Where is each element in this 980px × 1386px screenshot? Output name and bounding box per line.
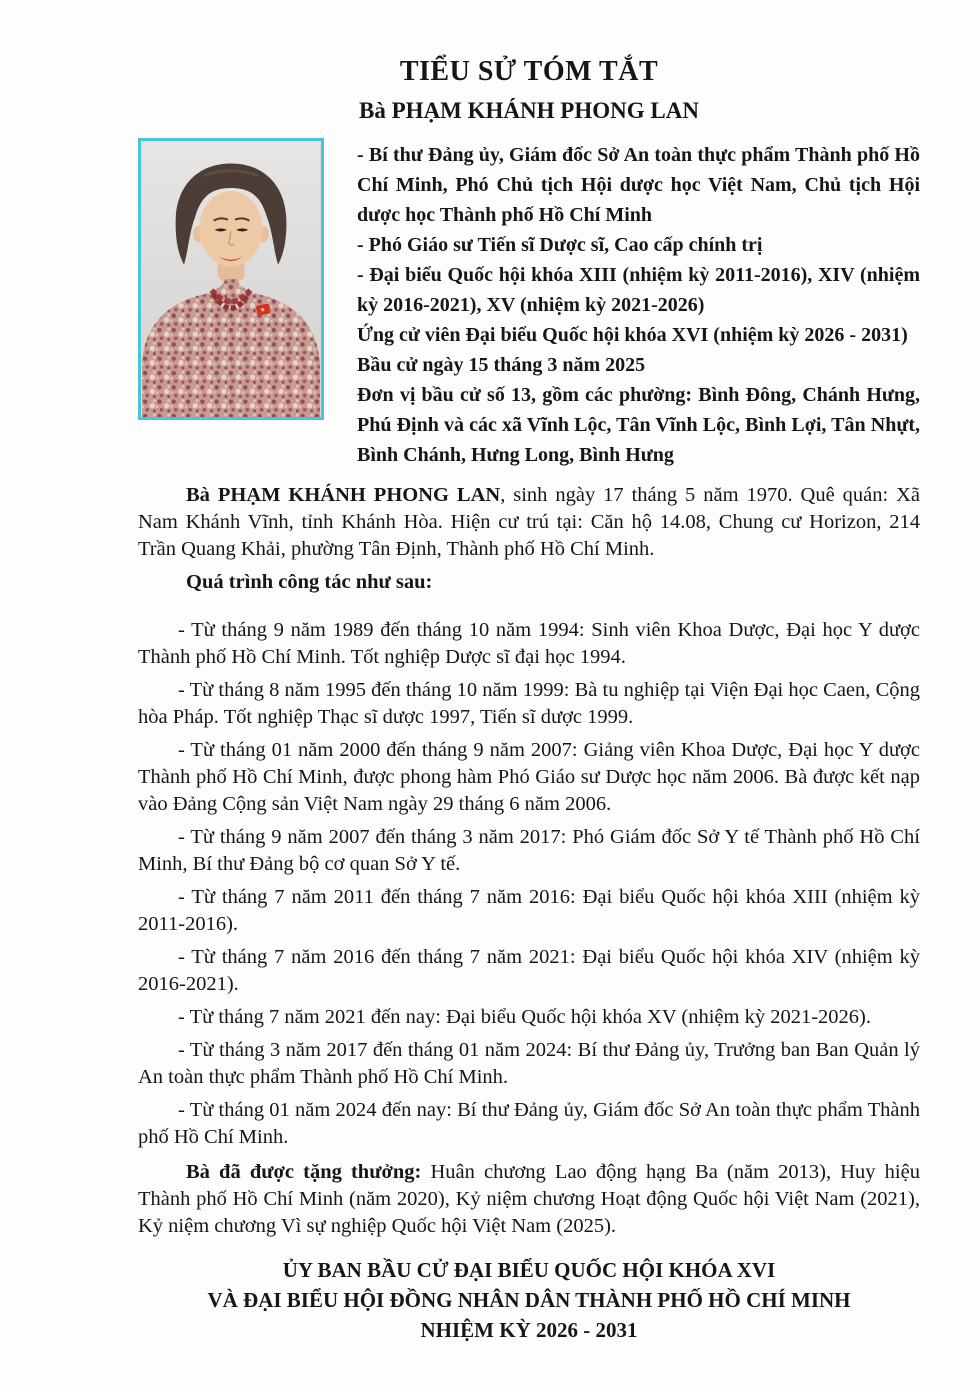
intro-paragraph-academic-title: - Phó Giáo sư Tiến sĩ Dược sĩ, Cao cấp chính trị xyxy=(357,234,763,256)
career-item-2000-2007: - Từ tháng 01 năm 2000 đến tháng 9 năm 2007: Giảng viên Khoa Dược, Đại học Y dược Thành phố Hồ Chí Minh, được phong hàm Phó Giáo sư Dược học năm 2006. Bà được kết nạp vào Đảng Cộng sản Việt Nam ngày 29 tháng 6 năm 2006. xyxy=(138,738,920,815)
intro-paragraph-election-unit: Đơn vị bầu cử số 13, gồm các phường: Bình Đông, Chánh Hưng, Phú Định và các xã Vĩnh Lộc, Tân Vĩnh Lộc, Bình Lợi, Tân Nhựt, Bình Chánh, Hưng Long, Bình Hưng xyxy=(357,384,920,466)
career-item-assembly-xv: - Từ tháng 7 năm 2021 đến nay: Đại biểu Quốc hội khóa XV (nhiệm kỳ 2021-2026). xyxy=(178,1005,871,1028)
career-item-2017-2024: - Từ tháng 3 năm 2017 đến tháng 01 năm 2024: Bí thư Đảng ủy, Trưởng ban Ban Quản lý An toàn thực phẩm Thành phố Hồ Chí Minh. xyxy=(138,1038,920,1088)
career-item-assembly-xiv: - Từ tháng 7 năm 2016 đến tháng 7 năm 2021: Đại biểu Quốc hội khóa XIV (nhiệm kỳ 2016-2021). xyxy=(138,945,920,995)
intro-summary-block xyxy=(357,138,920,470)
career-item-1995-1999: - Từ tháng 8 năm 1995 đến tháng 10 năm 1999: Bà tu nghiệp tại Viện Đại học Caen, Cộng hòa Pháp. Tốt nghiệp Thạc sĩ dược 1997, Tiến sĩ dược 1999. xyxy=(138,678,920,728)
career-item-1989-1994: - Từ tháng 9 năm 1989 đến tháng 10 năm 1994: Sinh viên Khoa Dược, Đại học Y dược Thành phố Hồ Chí Minh. Tốt nghiệp Dược sĩ đại học 1994. xyxy=(138,618,920,668)
career-heading: Quá trình công tác như sau: xyxy=(186,571,433,593)
document-content xyxy=(138,0,920,1345)
awards-paragraph xyxy=(138,1159,920,1240)
career-item-2024-now: - Từ tháng 01 năm 2024 đến nay: Bí thư Đảng ủy, Giám đốc Sở An toàn thực phẩm Thành phố Hồ Chí Minh. xyxy=(138,1098,920,1148)
footer-line-term: NHIỆM KỲ 2026 - 2031 xyxy=(420,1317,638,1342)
candidate-name-heading: Bà PHẠM KHÁNH PHONG LAN xyxy=(359,98,699,123)
awards-lead: Bà đã được tặng thưởng: xyxy=(186,1160,422,1183)
candidate-name: Bà PHẠM KHÁNH PHONG LAN xyxy=(186,484,501,506)
career-item-2007-2017: - Từ tháng 9 năm 2007 đến tháng 3 năm 2017: Phó Giám đốc Sở Y tế Thành phố Hồ Chí Minh, Bí thư Đảng bộ cơ quan Sở Y tế. xyxy=(138,825,920,875)
candidate-portrait-photo xyxy=(138,138,324,420)
intro-paragraph-candidacy: Ứng cử viên Đại biểu Quốc hội khóa XVI (nhiệm kỳ 2026 - 2031) xyxy=(357,324,908,346)
bio-paragraph xyxy=(138,482,920,563)
career-item-assembly-xiii: - Từ tháng 7 năm 2011 đến tháng 7 năm 2016: Đại biểu Quốc hội khóa XIII (nhiệm kỳ 2011-2016). xyxy=(138,885,920,935)
footer-committee xyxy=(138,1255,920,1345)
awards-text: Huân chương Lao động hạng Ba (năm 2013), Huy hiệu Thành phố Hồ Chí Minh (năm 2020), Kỷ niệm chương Hoạt động Quốc hội Việt Nam (2021), Kỷ niệm chương Vì sự nghiệp Quốc hội Việt Nam (2025). xyxy=(138,1160,920,1237)
intro-paragraph-election-date: Bầu cử ngày 15 tháng 3 năm 2025 xyxy=(357,354,646,376)
intro-paragraph-positions: - Bí thư Đảng ủy, Giám đốc Sở An toàn thực phẩm Thành phố Hồ Chí Minh, Phó Chủ tịch Hội dược học Việt Nam, Chủ tịch Hội dược học Thành phố Hồ Chí Minh xyxy=(357,144,920,226)
footer-line-committee: ỦY BAN BẦU CỬ ĐẠI BIỂU QUỐC HỘI KHÓA XVI xyxy=(282,1257,776,1282)
intro-paragraph-assembly-terms: - Đại biểu Quốc hội khóa XIII (nhiệm kỳ 2011-2016), XIV (nhiệm kỳ 2016-2021), XV (nhiệm kỳ 2021-2026) xyxy=(357,264,920,316)
footer-line-council: VÀ ĐẠI BIỂU HỘI ĐỒNG NHÂN DÂN THÀNH PHỐ HỒ CHÍ MINH xyxy=(207,1287,851,1312)
portrait-illustration xyxy=(141,141,321,417)
photo-and-summary-row xyxy=(138,138,920,470)
document-title: TIỂU SỬ TÓM TẮT xyxy=(399,56,659,87)
bio-text: , sinh ngày 17 tháng 5 năm 1970. Quê quán: Xã Nam Khánh Vĩnh, tỉnh Khánh Hòa. Hiện cư trú tại: Căn hộ 14.08, Chung cư Horizon, 214 Trần Quang Khải, phường Tân Định, Thành phố Hồ Chí Minh. xyxy=(138,484,921,560)
